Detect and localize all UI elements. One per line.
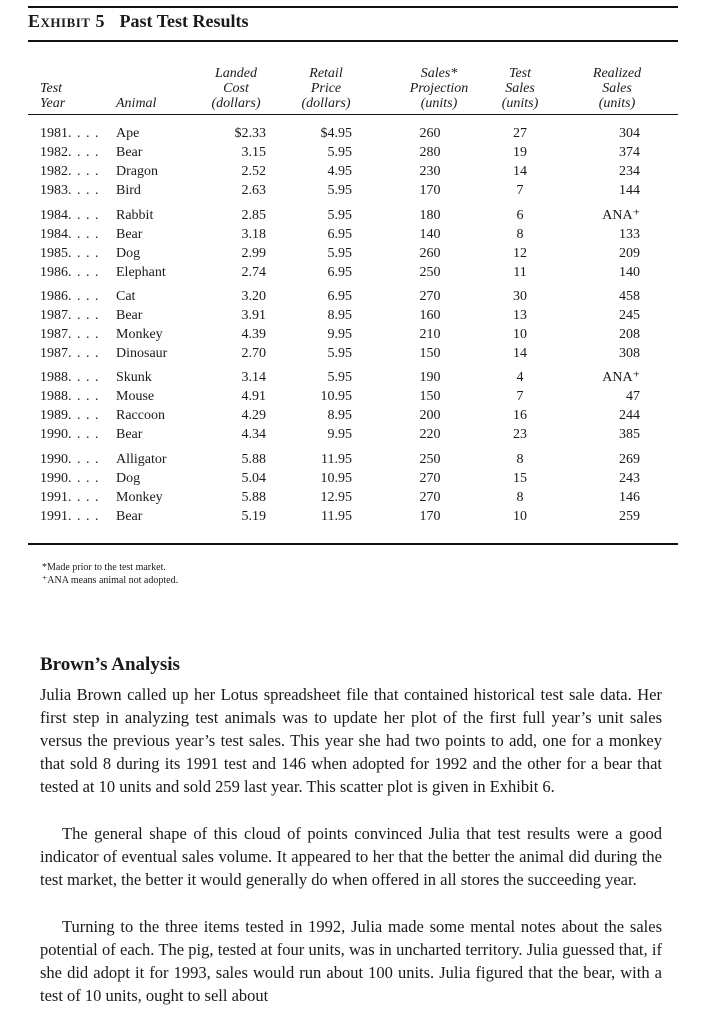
- cell-animal: Bird: [116, 183, 141, 198]
- cell-retail-price: 5.95: [327, 370, 352, 385]
- cell-sales-projection: 170: [419, 509, 441, 524]
- table-row: [0, 207, 702, 224]
- table-header-rule: [28, 114, 678, 115]
- cell-sales-projection: 270: [419, 289, 441, 304]
- table-row: [0, 508, 702, 525]
- cell-landed-cost: $2.33: [234, 126, 266, 141]
- cell-retail-price: 4.95: [327, 164, 352, 179]
- cell-landed-cost: 5.04: [241, 471, 266, 486]
- cell-landed-cost: 5.88: [241, 452, 266, 467]
- table-top-rule: [28, 40, 678, 42]
- cell-year: [40, 226, 100, 243]
- leader-dots: . . . .: [68, 145, 100, 160]
- col-header-year: Test Year: [40, 81, 66, 111]
- cell-test-sales: 11: [513, 265, 527, 280]
- table-row: [0, 288, 702, 305]
- table-row: [0, 144, 702, 161]
- leader-dots: . . . .: [68, 265, 100, 280]
- cell-landed-cost: 3.20: [241, 289, 266, 304]
- cell-realized-sales: 269: [619, 452, 640, 467]
- year-value: 1984: [40, 208, 68, 223]
- cell-test-sales: 10: [513, 327, 527, 342]
- cell-year: [40, 245, 100, 262]
- cell-animal: Bear: [116, 427, 143, 442]
- cell-retail-price: 11.95: [321, 452, 352, 467]
- table-row: [0, 426, 702, 443]
- cell-animal: Bear: [116, 227, 143, 242]
- cell-animal: Dragon: [116, 164, 158, 179]
- table-row: [0, 326, 702, 343]
- paragraph-3: Turning to the three items tested in 1992, Julia made some mental notes about the sales potential of each. The pig, tested at four units, was in uncharted territory. Julia guessed that, if she did adopt it for 1993, sales would run about 100 units. Julia figured that the bear, with a test of 10 units, ought to sell about: [40, 917, 662, 1005]
- year-value: 1987: [40, 346, 68, 361]
- cell-landed-cost: 5.19: [241, 509, 266, 524]
- cell-year: [40, 369, 100, 386]
- cell-landed-cost: 2.74: [241, 265, 266, 280]
- footnote-projection: *Made prior to the test market.: [42, 562, 166, 573]
- leader-dots: . . . .: [68, 246, 100, 261]
- cell-realized-sales: 374: [619, 145, 640, 160]
- year-value: 1990: [40, 427, 68, 442]
- cell-test-sales: 10: [513, 509, 527, 524]
- cell-realized-sales: 146: [619, 490, 640, 505]
- cell-landed-cost: 3.18: [241, 227, 266, 242]
- table-row: [0, 369, 702, 386]
- cell-landed-cost: 3.91: [241, 308, 266, 323]
- cell-test-sales: 13: [513, 308, 527, 323]
- year-value: 1987: [40, 308, 68, 323]
- leader-dots: . . . .: [68, 389, 100, 404]
- leader-dots: . . . .: [68, 370, 100, 385]
- cell-year: [40, 144, 100, 161]
- cell-realized-sales: 243: [619, 471, 640, 486]
- year-value: 1986: [40, 265, 68, 280]
- cell-test-sales: 14: [513, 346, 527, 361]
- cell-animal: Dog: [116, 246, 141, 261]
- cell-year: [40, 407, 100, 424]
- year-value: 1988: [40, 389, 68, 404]
- cell-retail-price: $4.95: [320, 126, 352, 141]
- cell-sales-projection: 150: [419, 346, 441, 361]
- cell-realized-sales: 458: [619, 289, 640, 304]
- cell-test-sales: 15: [513, 471, 527, 486]
- year-value: 1990: [40, 452, 68, 467]
- col-header-cost: Landed Cost (dollars): [211, 66, 261, 111]
- cell-retail-price: 5.95: [327, 208, 352, 223]
- cell-sales-projection: 160: [419, 308, 441, 323]
- cell-landed-cost: 4.29: [241, 408, 266, 423]
- leader-dots: . . . .: [68, 289, 100, 304]
- cell-test-sales: 14: [513, 164, 527, 179]
- leader-dots: . . . .: [68, 208, 100, 223]
- cell-year: [40, 207, 100, 224]
- cell-realized-sales: 144: [619, 183, 640, 198]
- year-value: 1984: [40, 227, 68, 242]
- cell-sales-projection: 270: [419, 490, 441, 505]
- cell-realized-sales: 385: [619, 427, 640, 442]
- year-value: 1990: [40, 471, 68, 486]
- cell-sales-projection: 150: [419, 389, 441, 404]
- leader-dots: . . . .: [68, 126, 100, 141]
- cell-animal: Mouse: [116, 389, 155, 404]
- cell-retail-price: 10.95: [320, 389, 352, 404]
- exhibit-number: Exhibit 5: [28, 11, 105, 31]
- cell-animal: Cat: [116, 289, 136, 304]
- cell-animal: Skunk: [116, 370, 152, 385]
- cell-realized-sales: 259: [619, 509, 640, 524]
- table-row: [0, 245, 702, 262]
- cell-animal: Dinosaur: [116, 346, 168, 361]
- cell-animal: Monkey: [116, 490, 163, 505]
- table-row: [0, 163, 702, 180]
- leader-dots: . . . .: [68, 227, 100, 242]
- year-value: 1983: [40, 183, 68, 198]
- leader-dots: . . . .: [68, 471, 100, 486]
- year-value: 1991: [40, 509, 68, 524]
- cell-sales-projection: 180: [419, 208, 441, 223]
- cell-sales-projection: 280: [419, 145, 441, 160]
- leader-dots: . . . .: [68, 452, 100, 467]
- leader-dots: . . . .: [68, 327, 100, 342]
- year-value: 1981: [40, 126, 68, 141]
- col-header-test: Test Sales (units): [501, 66, 539, 111]
- table-row: [0, 307, 702, 324]
- cell-retail-price: 5.95: [327, 183, 352, 198]
- cell-year: [40, 182, 100, 199]
- table-row: [0, 125, 702, 142]
- cell-realized-sales: ANA⁺: [602, 370, 640, 385]
- leader-dots: . . . .: [68, 346, 100, 361]
- cell-retail-price: 6.95: [327, 265, 352, 280]
- cell-test-sales: 7: [516, 389, 524, 404]
- cell-landed-cost: 2.63: [241, 183, 266, 198]
- cell-test-sales: 4: [516, 370, 524, 385]
- cell-animal: Rabbit: [116, 208, 154, 223]
- cell-test-sales: 16: [513, 408, 527, 423]
- cell-test-sales: 12: [513, 246, 527, 261]
- year-value: 1986: [40, 289, 68, 304]
- cell-year: [40, 264, 100, 281]
- cell-realized-sales: 245: [619, 308, 640, 323]
- cell-animal: Dog: [116, 471, 141, 486]
- cell-animal: Monkey: [116, 327, 163, 342]
- cell-landed-cost: 4.39: [241, 327, 266, 342]
- cell-sales-projection: 170: [419, 183, 441, 198]
- year-value: 1991: [40, 490, 68, 505]
- year-value: 1987: [40, 327, 68, 342]
- cell-retail-price: 9.95: [327, 327, 352, 342]
- table-bottom-rule: [28, 543, 678, 545]
- cell-sales-projection: 230: [419, 164, 441, 179]
- cell-realized-sales: 244: [619, 408, 640, 423]
- cell-realized-sales: 234: [619, 164, 640, 179]
- table-row: [0, 226, 702, 243]
- table-row: [0, 345, 702, 362]
- cell-landed-cost: 3.15: [241, 145, 266, 160]
- cell-sales-projection: 260: [419, 126, 441, 141]
- cell-sales-projection: 250: [419, 452, 441, 467]
- leader-dots: . . . .: [68, 490, 100, 505]
- paragraph-2: The general shape of this cloud of points convinced Julia that test results were a good indicator of eventual sales volume. It appeared to her that the better the animal did during the test market, the better it would generally do when offered in all stores the succeeding year.: [40, 824, 662, 889]
- cell-retail-price: 6.95: [327, 289, 352, 304]
- cell-sales-projection: 260: [419, 246, 441, 261]
- cell-test-sales: 8: [516, 227, 524, 242]
- cell-retail-price: 9.95: [327, 427, 352, 442]
- year-value: 1989: [40, 408, 68, 423]
- cell-year: [40, 388, 100, 405]
- cell-year: [40, 426, 100, 443]
- cell-realized-sales: ANA⁺: [602, 208, 640, 223]
- cell-retail-price: 8.95: [327, 408, 352, 423]
- exhibit-title: Past Test Results: [119, 11, 249, 31]
- cell-landed-cost: 2.85: [241, 208, 266, 223]
- cell-retail-price: 5.95: [327, 346, 352, 361]
- leader-dots: . . . .: [68, 427, 100, 442]
- cell-landed-cost: 2.52: [241, 164, 266, 179]
- cell-landed-cost: 4.34: [241, 427, 266, 442]
- paragraph-1: Julia Brown called up her Lotus spreadsheet file that contained historical test sale data. Her first step in analyzing test animals was to update her plot of the first full year’s unit sales versus the previous year’s test sales. This year she had two points to add, one for a monkey that sold 8 during its 1991 test and 146 when adopted for 1992 and the other for a bear that tested at 10 units and sold 259 last year. This scatter plot is given in Exhibit 6.: [40, 685, 662, 796]
- exhibit-heading: [28, 6, 678, 32]
- cell-sales-projection: 190: [419, 370, 441, 385]
- cell-test-sales: 7: [516, 183, 524, 198]
- cell-retail-price: 10.95: [320, 471, 352, 486]
- cell-realized-sales: 209: [619, 246, 640, 261]
- leader-dots: . . . .: [68, 183, 100, 198]
- cell-animal: Bear: [116, 509, 143, 524]
- year-value: 1982: [40, 145, 68, 160]
- cell-animal: Bear: [116, 145, 143, 160]
- cell-sales-projection: 220: [419, 427, 441, 442]
- cell-retail-price: 5.95: [327, 246, 352, 261]
- year-value: 1988: [40, 370, 68, 385]
- table-row: [0, 407, 702, 424]
- cell-test-sales: 27: [513, 126, 527, 141]
- cell-retail-price: 5.95: [327, 145, 352, 160]
- col-header-animal: Animal: [116, 96, 157, 111]
- cell-year: [40, 288, 100, 305]
- cell-retail-price: 12.95: [320, 490, 352, 505]
- footnote-ana: ⁺ANA means animal not adopted.: [42, 575, 179, 586]
- cell-year: [40, 326, 100, 343]
- leader-dots: . . . .: [68, 164, 100, 179]
- col-header-price: Retail Price (dollars): [301, 66, 351, 111]
- section-title: Brown’s Analysis: [40, 654, 180, 675]
- cell-year: [40, 489, 100, 506]
- table-row: [0, 182, 702, 199]
- cell-year: [40, 451, 100, 468]
- cell-realized-sales: 304: [619, 126, 640, 141]
- cell-test-sales: 6: [516, 208, 524, 223]
- cell-test-sales: 23: [513, 427, 527, 442]
- cell-sales-projection: 270: [419, 471, 441, 486]
- cell-test-sales: 19: [513, 145, 527, 160]
- leader-dots: . . . .: [68, 308, 100, 323]
- cell-sales-projection: 140: [419, 227, 441, 242]
- cell-realized-sales: 133: [619, 227, 640, 242]
- cell-realized-sales: 140: [619, 265, 640, 280]
- cell-realized-sales: 47: [626, 389, 640, 404]
- cell-landed-cost: 3.14: [241, 370, 266, 385]
- cell-animal: Bear: [116, 308, 143, 323]
- cell-year: [40, 470, 100, 487]
- cell-sales-projection: 250: [419, 265, 441, 280]
- table-row: [0, 451, 702, 468]
- cell-animal: Alligator: [116, 452, 167, 467]
- cell-retail-price: 6.95: [327, 227, 352, 242]
- col-header-realized: Realized Sales (units): [592, 66, 642, 111]
- table-row: [0, 388, 702, 405]
- cell-landed-cost: 2.99: [241, 246, 266, 261]
- table-row: [0, 489, 702, 506]
- table-row: [0, 470, 702, 487]
- cell-animal: Elephant: [116, 265, 166, 280]
- cell-year: [40, 307, 100, 324]
- cell-animal: Raccoon: [116, 408, 165, 423]
- cell-year: [40, 508, 100, 525]
- year-value: 1982: [40, 164, 68, 179]
- cell-sales-projection: 210: [419, 327, 441, 342]
- cell-landed-cost: 4.91: [241, 389, 266, 404]
- cell-test-sales: 8: [516, 490, 524, 505]
- table-row: [0, 264, 702, 281]
- cell-retail-price: 8.95: [327, 308, 352, 323]
- cell-retail-price: 11.95: [321, 509, 352, 524]
- leader-dots: . . . .: [68, 408, 100, 423]
- cell-year: [40, 345, 100, 362]
- cell-realized-sales: 208: [619, 327, 640, 342]
- cell-test-sales: 8: [516, 452, 524, 467]
- cell-landed-cost: 2.70: [241, 346, 266, 361]
- cell-animal: Ape: [116, 126, 140, 141]
- cell-year: [40, 163, 100, 180]
- year-value: 1985: [40, 246, 68, 261]
- cell-test-sales: 30: [513, 289, 527, 304]
- col-header-projection: Sales* Projection (units): [409, 66, 469, 111]
- cell-sales-projection: 200: [419, 408, 441, 423]
- leader-dots: . . . .: [68, 509, 100, 524]
- cell-year: [40, 125, 100, 142]
- cell-landed-cost: 5.88: [241, 490, 266, 505]
- cell-realized-sales: 308: [619, 346, 640, 361]
